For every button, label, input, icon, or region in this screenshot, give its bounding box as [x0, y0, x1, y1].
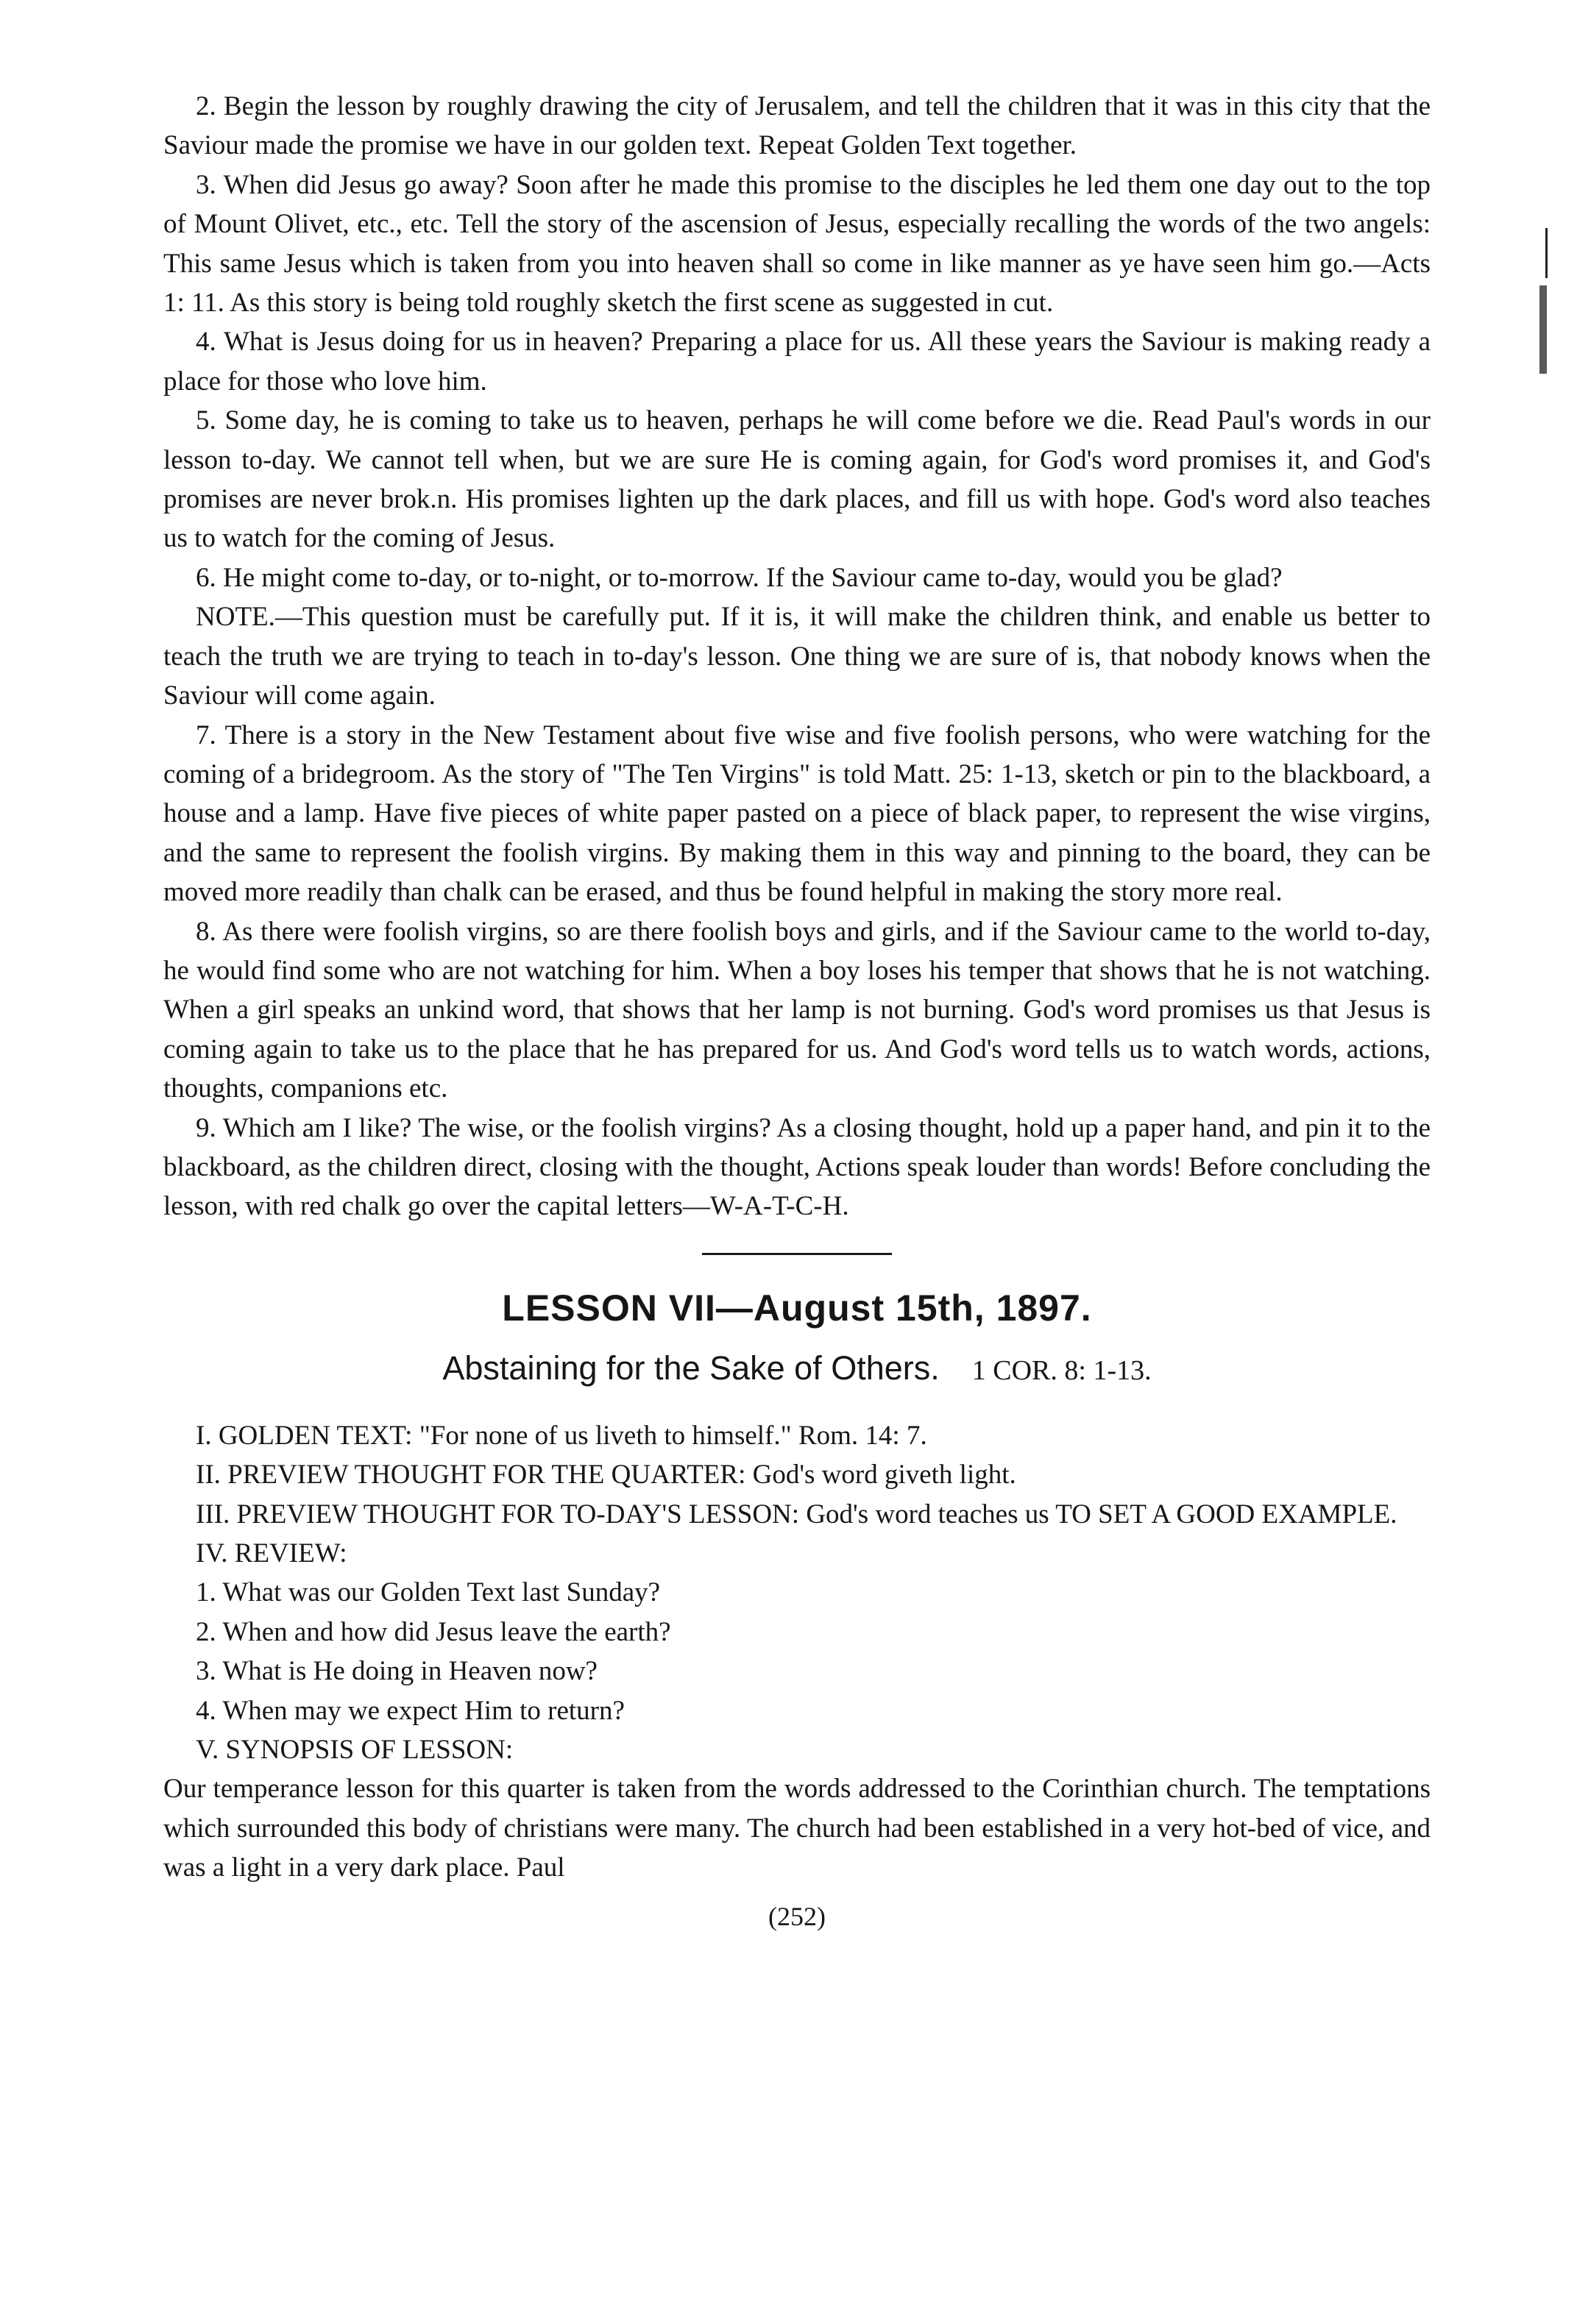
review-question: 2. When and how did Jesus leave the earth?: [196, 1616, 671, 1647]
item-text: God's word giveth light.: [745, 1460, 1016, 1490]
lesson-title: LESSON VII—August 15th, 1897.: [502, 1287, 1092, 1329]
page-content: [163, 87, 1431, 1935]
margin-line-mark: [1545, 228, 1548, 278]
golden-text-item: [163, 1416, 1431, 1455]
preview-quarter-item: [163, 1455, 1431, 1494]
item-label: III. PREVIEW THOUGHT FOR TO-DAY'S LESSON:: [196, 1499, 800, 1529]
lesson-scripture-reference: 1 COR. 8: 1-13.: [971, 1354, 1152, 1386]
item-label: I. GOLDEN TEXT:: [196, 1420, 413, 1451]
paragraph-8: 8. As there were foolish virgins, so are there foolish boys and girls, and if the Saviour came to the world to-day, he would find some who are not watching for him. When a boy loses his temper that shows that he is not watching. When a girl speaks an unkind word, that shows that her lamp is not burning. God's word promises us that Jesus is coming again to take us to the place that he has prepared for us. And God's word tells us to watch words, actions, thoughts, companions etc.: [163, 916, 1431, 1104]
paragraph-9: 9. Which am I like? The wise, or the foolish virgins? As a closing thought, hold up a paper hand, and pin it to the blackboard, as the children direct, closing with the thought, Actions speak louder than words! Before concluding the lesson, with red chalk go over the capital letters—W-A-T-C-H.: [163, 1112, 1431, 1222]
review-item: [163, 1534, 1431, 1573]
paragraph-7: 7. There is a story in the New Testament about five wise and five foolish persons, who were watching for the coming of a bridegroom. As the story of "The Ten Virgins" is told Matt. 25: 1-13, sketch or pin to the blackboard, a house and a lamp. Have five pieces of white paper pasted on a piece of black paper, to represent the wise virgins, and the same to represent the foolish virgins. By making them in this way and pinning to the board, they can be moved more readily than chalk can be erased, and thus be found helpful in making the story more real.: [163, 719, 1431, 908]
page-number: (252): [768, 1901, 826, 1931]
item-label: II. PREVIEW THOUGHT FOR THE QUARTER:: [196, 1460, 746, 1490]
review-question: 3. What is He doing in Heaven now?: [196, 1656, 598, 1687]
lesson-subtitle: [163, 1346, 1431, 1399]
preview-lesson-item: [163, 1495, 1431, 1534]
note-paragraph: NOTE.—This question must be carefully put. If it is, it will make the children think, and enable us better to teach the truth we are trying to teach in to-day's lesson. One thing we are sure of is, that nobody knows when the Saviour will come again.: [163, 602, 1431, 711]
paragraph-4: 4. What is Jesus doing for us in heaven? Preparing a place for us. All these years the Saviour is making ready a place for those who love him.: [163, 327, 1431, 397]
lesson-subtitle-text: Abstaining for the Sake of Others.: [442, 1348, 940, 1387]
paragraph-2: 2. Begin the lesson by roughly drawing the city of Jerusalem, and tell the children that it was in this city that the Saviour made the promise we have in our golden text. Repeat Golden Text together.: [163, 91, 1431, 161]
section-divider: [702, 1253, 892, 1255]
paragraph-6: 6. He might come to-day, or to-night, or to-morrow. If the Saviour came to-day, would you be glad?: [196, 562, 1283, 593]
item-text: "For none of us liveth to himself." Rom. 14: 7.: [412, 1420, 927, 1451]
paragraph-3: 3. When did Jesus go away? Soon after he made this promise to the disciples he led them one day out to the top of Mount Olivet, etc., etc. Tell the story of the ascension of Jesus, especially recalling the words of the two angels: This same Jesus which is taken from you into heaven shall so come in like manner as ye have seen him go.—Acts 1: 11. As this story is being told roughly sketch the first scene as suggested in cut.: [163, 169, 1431, 319]
synopsis-text: Our temperance lesson for this quarter is taken from the words addressed to the Corinthian church. The temptations which surrounded this body of christians were many. The church had been established in a very hot-bed of vice, and was a light in a very dark place. Paul: [163, 1774, 1431, 1883]
item-label: IV. REVIEW:: [196, 1538, 347, 1568]
paragraph-5: 5. Some day, he is coming to take us to heaven, perhaps he will come before we die. Read Paul's words in our lesson to-day. We cannot tell when, but we are sure He is coming again, for God's word promises it, and God's promises are never brok.n. His promises lighten up the dark places, and fill us with hope. God's word also teaches us to watch for the coming of Jesus.: [163, 405, 1431, 554]
review-question: 4. When may we expect Him to return?: [196, 1695, 625, 1726]
synopsis-label: V. SYNOPSIS OF LESSON:: [196, 1735, 514, 1766]
item-text: God's word teaches us TO SET A GOOD EXAMPLE.: [799, 1499, 1397, 1529]
review-question: 1. What was our Golden Text last Sunday?: [196, 1577, 661, 1608]
margin-blot-mark: [1539, 285, 1547, 374]
